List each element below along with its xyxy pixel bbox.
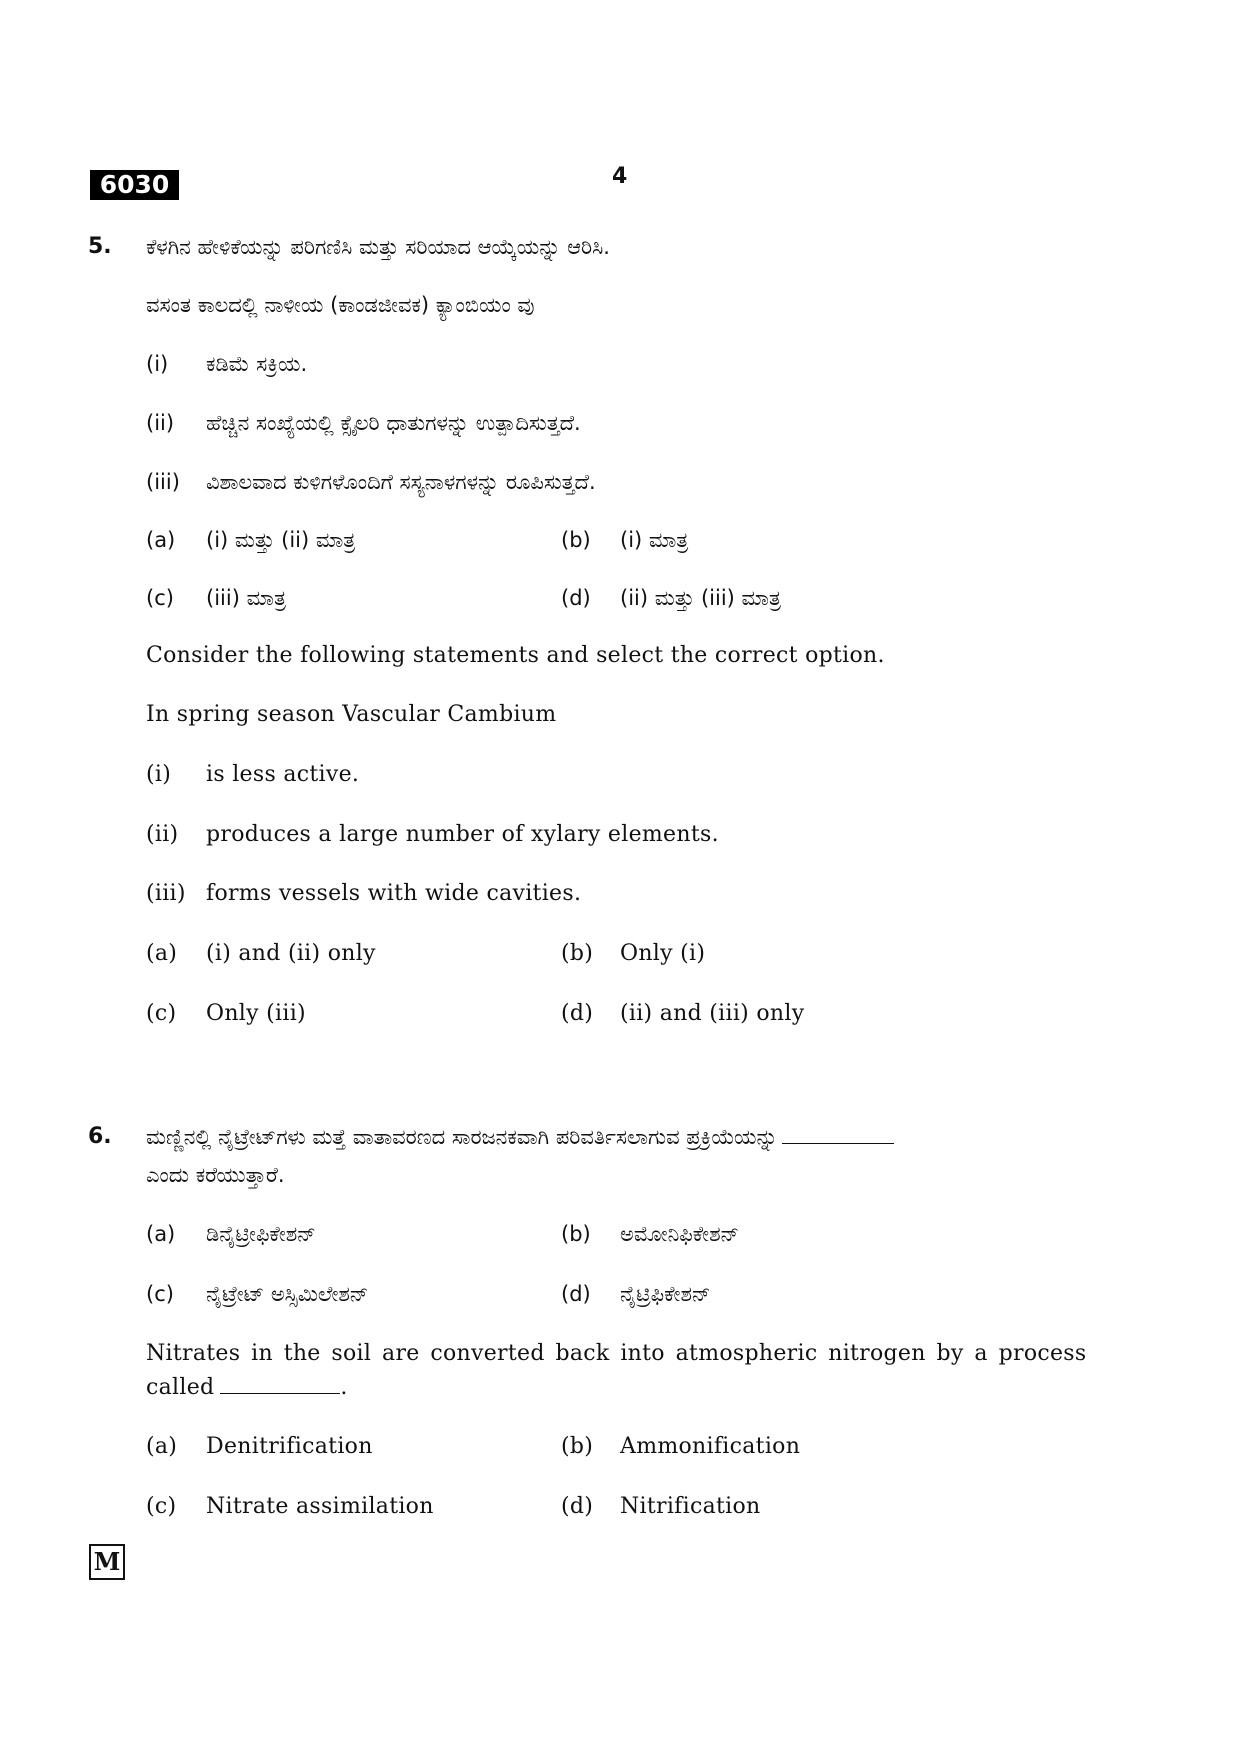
option-text: Ammonification: [620, 1434, 801, 1459]
option-label: (d): [561, 1001, 594, 1026]
question-5-text-en: Consider the following statements and select the correct option.: [146, 643, 885, 668]
question-6-line1-kn: ಮಣ್ಣಿನಲ್ಲಿ ನೈಟ್ರೇಟ್‌ಗಳು ಮತ್ತೆ ವಾತಾವರಣದ ಸಾರಜನಕವಾಗಿ ಪರಿವರ್ತಿಸಲಾಗುವ ಪ್ರಕ್ರಿಯೆಯನ್ನು: [146, 1125, 778, 1149]
statement-label: (iii): [146, 881, 186, 906]
option-text: Only (i): [620, 941, 706, 966]
statement-label: (i): [146, 762, 172, 787]
question-6-text-kn: [146, 1125, 894, 1150]
option-text: (ii) and (iii) only: [620, 1001, 805, 1026]
answer-blank: [782, 1142, 894, 1144]
question-5-number: 5.: [88, 234, 112, 259]
statement-text: produces a large number of xylary elements.: [206, 822, 719, 847]
statement-label: (ii): [146, 411, 175, 435]
question-5-text-kn: ಕೆಳಗಿನ ಹೇಳಿಕೆಯನ್ನು ಪರಿಗಣಿಸಿ ಮತ್ತು ಸರಿಯಾದ ಆಯ್ಕೆಯನ್ನು ಆರಿಸಿ.: [146, 235, 610, 259]
option-label: (b): [561, 1434, 594, 1459]
option-text: Only (iii): [206, 1001, 306, 1026]
option-label: (c): [146, 586, 174, 610]
question-6-period: .: [340, 1375, 348, 1400]
option-text: ನೈಟ್ರೇಟ್ ಅಸ್ಸಿಮಿಲೇಶನ್: [206, 1282, 369, 1306]
page-number: 4: [612, 164, 628, 189]
question-6-line1-en: Nitrates in the soil are converted back into atmospheric nitrogen by a process: [146, 1341, 1087, 1366]
option-text: ಅಮೋನಿಫಿಕೇಶನ್: [620, 1222, 740, 1246]
question-6-line2-en: [146, 1375, 348, 1400]
paper-code: 6030: [90, 170, 179, 200]
statement-label: (iii): [146, 470, 180, 494]
option-label: (a): [146, 1434, 178, 1459]
option-label: (c): [146, 1494, 177, 1519]
option-text: Denitrification: [206, 1434, 373, 1459]
answer-blank: [220, 1392, 340, 1394]
option-text: Nitrification: [620, 1494, 761, 1519]
option-text: (i) ಮಾತ್ರ: [620, 528, 689, 552]
option-text: (i) and (ii) only: [206, 941, 376, 966]
option-label: (a): [146, 941, 178, 966]
statement-label: (ii): [146, 822, 179, 847]
option-label: (d): [561, 586, 591, 610]
question-6-called: called: [146, 1375, 215, 1400]
option-text: (ii) ಮತ್ತು (iii) ಮಾತ್ರ: [620, 586, 781, 610]
statement-text: ವಿಶಾಲವಾದ ಕುಳಿಗಳೊಂದಿಗೆ ಸಸ್ಯನಾಳಗಳನ್ನು ರೂಪಿಸುತ್ತದೆ.: [206, 470, 596, 494]
option-text: Nitrate assimilation: [206, 1494, 434, 1519]
option-label: (d): [561, 1494, 594, 1519]
question-6-number: 6.: [88, 1124, 112, 1149]
option-label: (a): [146, 528, 176, 552]
option-label: (c): [146, 1001, 177, 1026]
option-text: ನೈಟ್ರಿಫಿಕೇಶನ್: [620, 1282, 711, 1306]
option-text: (iii) ಮಾತ್ರ: [206, 586, 286, 610]
option-label: (d): [561, 1282, 591, 1306]
option-label: (c): [146, 1282, 174, 1306]
question-5-stem-en: In spring season Vascular Cambium: [146, 702, 557, 727]
statement-text: forms vessels with wide cavities.: [206, 881, 582, 906]
statement-label: (i): [146, 352, 169, 376]
option-label: (b): [561, 528, 591, 552]
medium-mark: M: [89, 1544, 125, 1580]
statement-text: ಹೆಚ್ಚಿನ ಸಂಖ್ಯೆಯಲ್ಲಿ ಕ್ಸೈಲರಿ ಧಾತುಗಳನ್ನು ಉತ್ಪಾದಿಸುತ್ತದೆ.: [206, 411, 581, 435]
option-text: ಡಿನೈಟ್ರೀಫಿಕೇಶನ್: [206, 1222, 316, 1246]
statement-text: is less active.: [206, 762, 360, 787]
option-label: (b): [561, 1222, 591, 1246]
question-6-line2-kn: ಎಂದು ಕರೆಯುತ್ತಾರೆ.: [146, 1163, 285, 1187]
question-5-stem-kn: ವಸಂತ ಕಾಲದಲ್ಲಿ ನಾಳೀಯ (ಕಾಂಡಜೀವಕ) ಕ್ಯಾಂಬಿಯಂ ವು: [146, 293, 535, 317]
option-label: (a): [146, 1222, 176, 1246]
option-label: (b): [561, 941, 594, 966]
option-text: (i) ಮತ್ತು (ii) ಮಾತ್ರ: [206, 528, 356, 552]
statement-text: ಕಡಿಮೆ ಸಕ್ರಿಯ.: [206, 352, 308, 376]
